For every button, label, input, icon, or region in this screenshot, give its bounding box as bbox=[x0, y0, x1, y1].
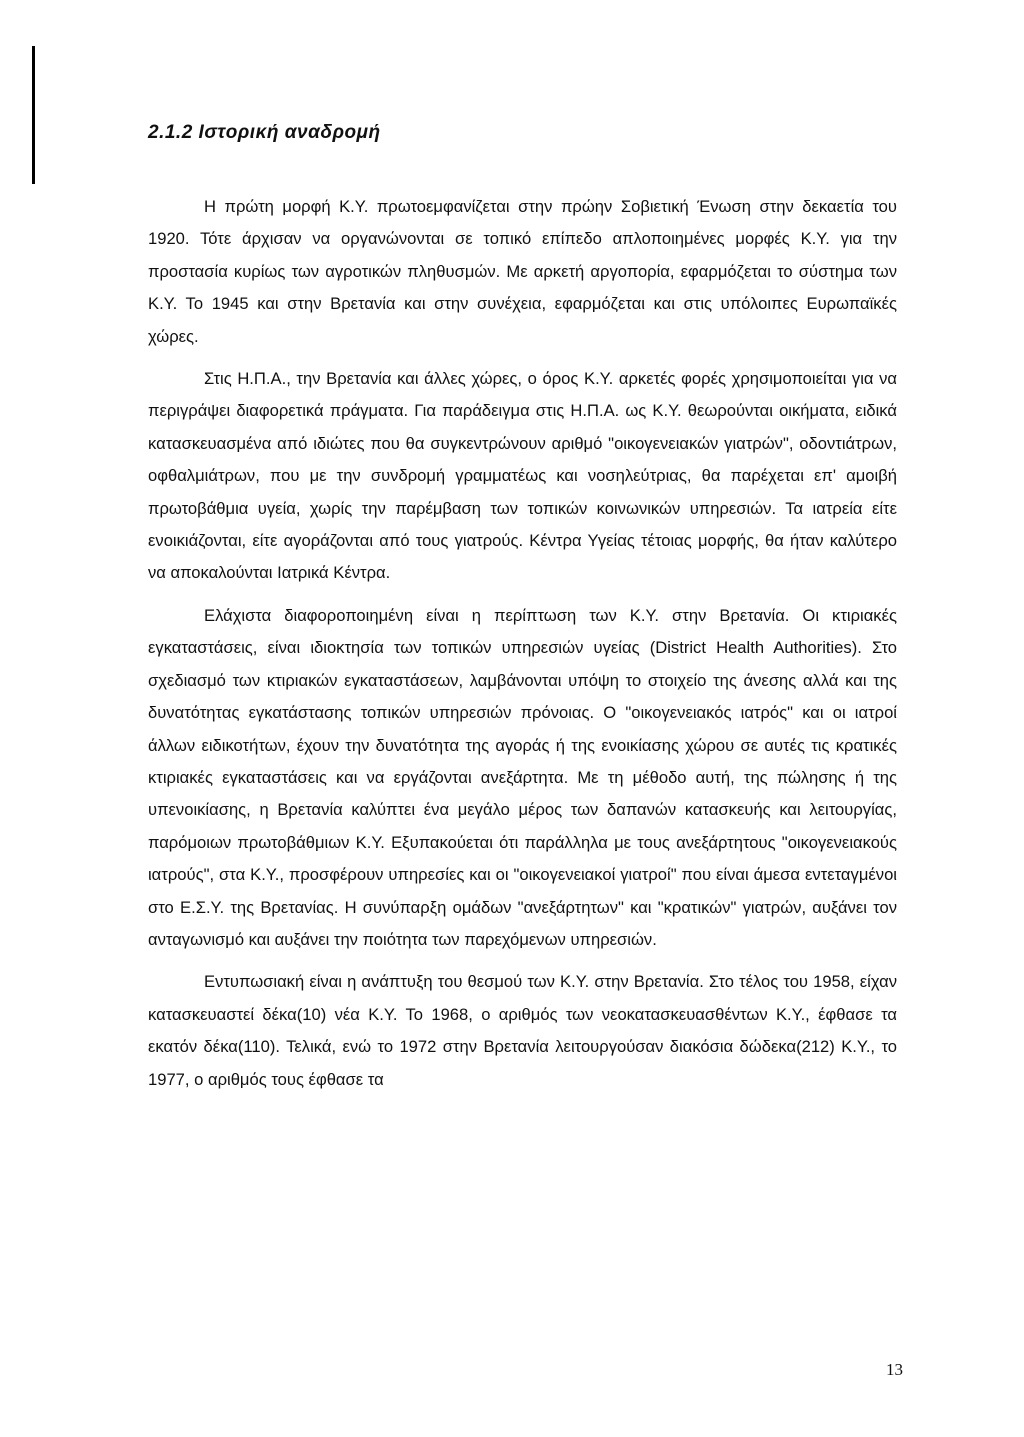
paragraph-growth: Εντυπωσιακή είναι η ανάπτυξη του θεσμού των Κ.Υ. στην Βρετανία. Στο τέλος του 1958, είχαν κατασκευαστεί δέκα(10) νέα Κ.Υ. Το 1968, ο αριθμός των νεοκατασκευασθέντων Κ.Υ., έφθασε τα εκατόν δέκα(110). Τελικά, ενώ το 1972 στην Βρετανία λειτουργούσαν διακόσια δώδεκα(212) Κ.Υ., το 1977, ο αριθμός τους έφθασε τα bbox=[148, 972, 897, 1089]
section-heading: 2.1.2 Ιστορική αναδρομή bbox=[148, 122, 381, 143]
paragraph-origin: Η πρώτη μορφή Κ.Υ. πρωτοεμφανίζεται στην πρώην Σοβιετική Ένωση στην δεκαετία του 1920. Τότε άρχισαν να οργανώνονται σε τοπικό επίπεδο απλοποιημένες μορφές Κ.Υ. για την προστασία κυρίως των αγροτικών πληθυσμών. Με αρκετή αργοπορία, εφαρμόζεται το σύστημα των Κ.Υ. Το 1945 και στην Βρετανία και στην συνέχεια, εφαρμόζεται και στις υπόλοιπες Ευρωπαϊκές χώρες. bbox=[148, 197, 897, 346]
paragraph-usa: Στις Η.Π.Α., την Βρετανία και άλλες χώρες, ο όρος Κ.Υ. αρκετές φορές χρησιμοποιείται για να περιγράψει διαφορετικά πράγματα. Για παράδειγμα στις Η.Π.Α. ως Κ.Υ. θεωρούνται οικήματα, ειδικά κατασκευασμένα από ιδιώτες που θα συγκεντρώνουν αριθμό "οικογενειακών γιατρών", οδοντιάτρων, οφθαλμιάτρων, που με την συνδρομή γραμματέως και νοσηλεύτριας, θα παρέχεται επ' αμοιβή πρωτοβάθμια υγεία, χωρίς την παρέμβαση των τοπικών κοινωνικών υπηρεσιών. Τα ιατρεία είτε ενοικιάζονται, είτε αγοράζονται από τους γιατρούς. Κέντρα Υγείας τέτοιας μορφής, θα ήταν καλύτερο να αποκαλούνται Ιατρικά Κέντρα. bbox=[148, 369, 897, 583]
document-page bbox=[148, 118, 897, 1106]
paragraph-britain: Ελάχιστα διαφοροποιημένη είναι η περίπτωση των Κ.Υ. στην Βρετανία. Οι κτιριακές εγκαταστάσεις, είναι ιδιοκτησία των τοπικών υπηρεσιών υγείας (District Health Authorities). Στο σχεδιασμό των κτιριακών εγκαταστάσεων, λαμβάνονται υπόψη το στοιχείο της άνεσης αλλά και της δυνατότητας εγκατάστασης τοπικών υπηρεσιών πρόνοιας. Ο "οικογενειακός ιατρός" και οι ιατροί άλλων ειδικοτήτων, έχουν την δυνατότητα της αγοράς ή της ενοικίασης χώρου σε αυτές τις κρατικές κτιριακές εγκαταστάσεις και να εργάζονται ανεξάρτητα. Με τη μέθοδο αυτή, της πώλησης ή της υπενοικίασης, η Βρετανία καλύπτει ένα μεγάλο μέρος των δαπανών κατασκευής και λειτουργίας, παρόμοιων πρωτοβάθμιων Κ.Υ. Εξυπακούεται ότι παράλληλα με τους ανεξάρτητους "οικογενειακούς ιατρούς", στα Κ.Υ., προσφέρουν υπηρεσίες και οι "οικογενειακοί γιατροί" που είναι άμεσα εντεταγμένοι στο Ε.Σ.Υ. της Βρετανίας. Η συνύπαρξη ομάδων "ανεξάρτητων" και "κρατικών" γιατρών, αυξάνει τον ανταγωνισμό και αυξάνει την ποιότητα των παρεχόμενων υπηρεσιών. bbox=[148, 605, 897, 949]
scan-edge-mark bbox=[32, 46, 35, 184]
page-number: 13 bbox=[886, 1360, 903, 1379]
